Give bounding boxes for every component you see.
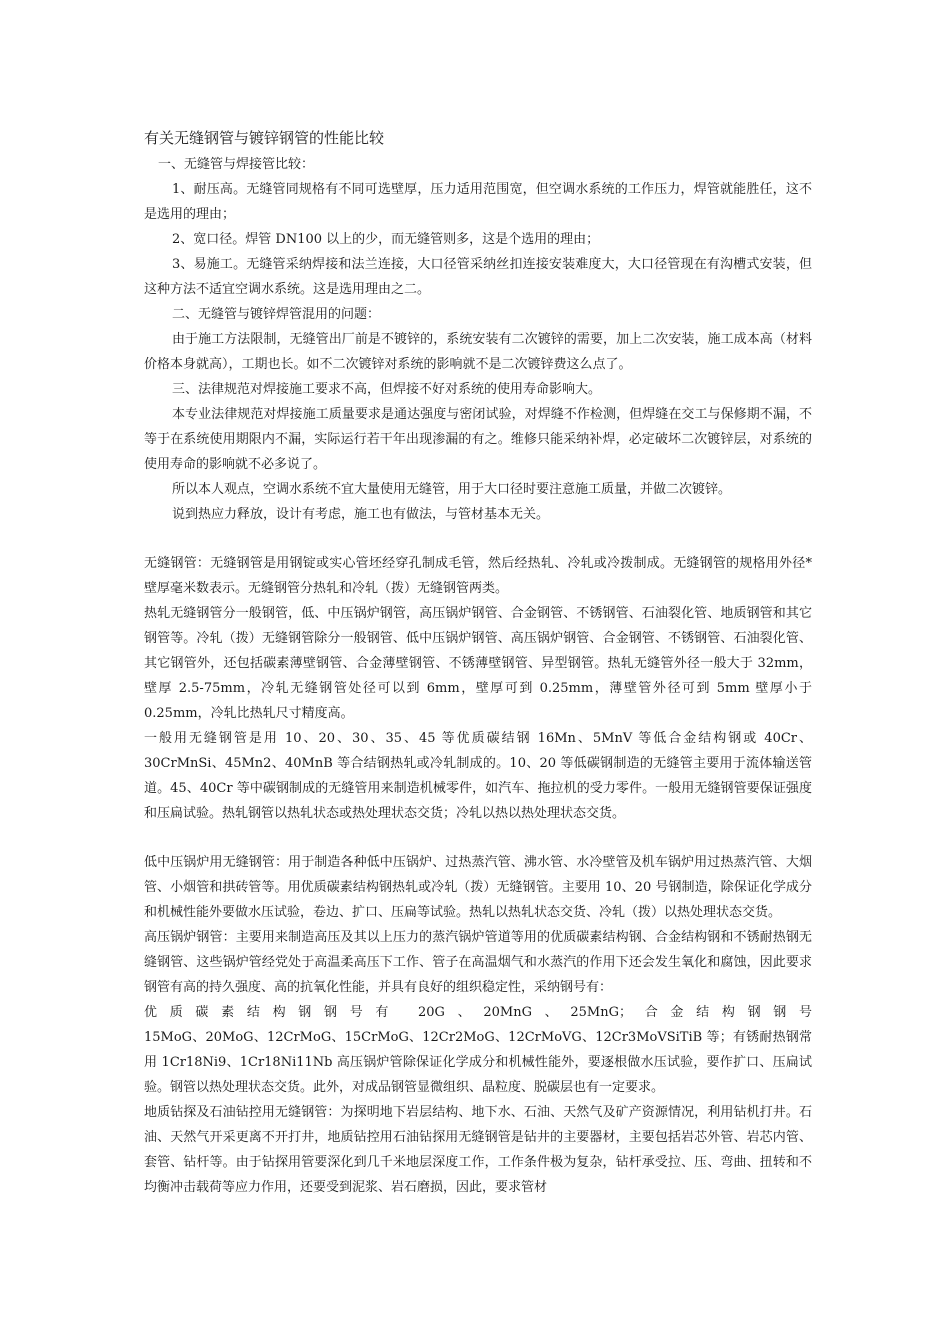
document-body — [144, 126, 812, 1200]
section3-heading: 三、法律规范对焊接施工要求不高，但焊接不好对系统的使用寿命影响大。 — [172, 382, 602, 397]
seamless-pipe-definition: 无缝钢管：无缝钢管是用钢锭或实心管坯经穿孔制成毛管，然后经热轧、冷轧或冷拨制成。无缝钢管的规格用外径*壁厚毫米数表示。无缝钢管分热轧和冷轧（拨）无缝钢管两类。 — [144, 556, 812, 596]
document-title: 有关无缝钢管与镀锌钢管的性能比较 — [144, 129, 385, 147]
low-medium-pressure-boiler-pipe: 低中压锅炉用无缝钢管：用于制造各种低中压锅炉、过热蒸汽管、沸水管、水冷壁管及机车锅炉用过热蒸汽管、大烟管、小烟管和拱砖管等。用优质碳素结构钢热轧或冷轧（拨）无缝钢管。主要用 10、20 号钢制造，除保证化学成分和机械性能外要做水压试验，卷边、扩口、压扁等试验。热轧以热轧状态交货、冷轧（拨）以热处理状态交货。 — [144, 855, 812, 920]
section3-paragraph-1: 本专业法律规范对焊接施工质量要求是通达强度与密闭试验，对焊缝不作检测，但焊缝在交工与保修期不漏，不等于在系统使用期限内不漏，实际运行若干年出现渗漏的有之。维修只能采纳补焊，必定破坏二次镀锌层，对系统的使用寿命的影响就不必多说了。 — [144, 407, 812, 472]
section2-paragraph: 由于施工方法限制，无缝管出厂前是不镀锌的，系统安装有二次镀锌的需要，加上二次安装，施工成本高（材料价格本身就高），工期也长。如不二次镀锌对系统的影响就不是二次镀锌费这么点了。 — [144, 332, 812, 372]
section1-point-3: 3、易施工。无缝管采纳焊接和法兰连接，大口径管采纳丝扣连接安装难度大，大口径管现在有沟槽式安装，但这种方法不适宜空调水系统。这是选用理由之二。 — [144, 257, 812, 297]
geological-drilling-pipe: 地质钻探及石油钻控用无缝钢管：为探明地下岩层结构、地下水、石油、天然气及矿产资源情况，利用钻机打井。石油、天然气开采更离不开打井，地质钻控用石油钻探用无缝钢管是钻井的主要器材，主要包括岩芯外管、岩芯内管、套管、钻杆等。由于钻探用管要深化到几千米地层深度工作，工作条件极为复杂，钻杆承受拉、压、弯曲、扭转和不均衡冲击载荷等应力作用，还要受到泥浆、岩石磨损，因此，要求管材 — [144, 1105, 812, 1195]
steel-grades-continued: 15MoG、20MoG、12CrMoG、15CrMoG、12Cr2MoG、12CrMoVG、12Cr3MoVSiTiB 等；有锈耐热钢常用 1Cr18Ni9、1Cr18Ni11Nb 高压锅炉管除保证化学成分和机械性能外，要逐根做水压试验，要作扩口、压扁试验。钢管以热处理状态交货。此外，对成品钢管显微组织、晶粒度、脱碳层也有一定要求。 — [144, 1030, 812, 1095]
section3-paragraph-2: 所以本人观点，空调水系统不宜大量使用无缝管，用于大口径时要注意施工质量，并做二次镀锌。 — [172, 482, 732, 497]
section3-paragraph-3: 说到热应力释放，设计有考虑，施工也有做法，与管材基本无关。 — [172, 507, 550, 522]
paragraph-gap — [144, 527, 812, 551]
high-pressure-boiler-pipe: 高压锅炉钢管：主要用来制造高压及其以上压力的蒸汽锅炉管道等用的优质碳素结构钢、合金结构钢和不锈耐热钢无缝钢管、这些锅炉管经党处于高温柔高压下工作、管子在高温烟气和水蒸汽的作用下还会发生氧化和腐蚀，因此要求钢管有高的持久强度、高的抗氧化性能，并具有良好的组织稳定性，采纳钢号有： — [144, 930, 812, 995]
section1-point-1: 1、耐压高。无缝管同规格有不同可选壁厚，压力适用范围宽，但空调水系统的工作压力，焊管就能胜任，这不是选用的理由； — [144, 182, 812, 222]
general-seamless-pipe: 一般用无缝钢管是用 10、20、30、35、45 等优质碳结钢 16Mn、5MnV 等低合金结构钢或 40Cr、30CrMnSi、45Mn2、40MnB 等合结钢热轧或冷轧制成的。10、20 等低碳钢制造的无缝管主要用于流体输送管道。45、40Cr 等中碳钢制成的无缝管用来制造机械零件，如汽车、拖拉机的受力零件。一般用无缝钢管要保证强度和压扁试验。热轧钢管以热轧状态或热处理状态交货；冷轧以热以热处理状态交货。 — [144, 731, 812, 821]
paragraph-gap — [144, 826, 812, 850]
section1-point-2: 2、宽口径。焊管 DN100 以上的少，而无缝管则多，这是个选用的理由； — [172, 232, 600, 247]
section1-heading: 一、无缝管与焊接管比较： — [158, 157, 315, 172]
steel-grades-line: 优质碳素结构钢钢号有 20G、20MnG、25MnG；合金结构钢钢号 — [144, 1005, 812, 1020]
section2-heading: 二、无缝管与镀锌焊管混用的问题： — [172, 307, 381, 322]
hot-rolled-classification: 热轧无缝钢管分一般钢管，低、中压锅炉钢管，高压锅炉钢管、合金钢管、不锈钢管、石油裂化管、地质钢管和其它钢管等。冷轧（拨）无缝钢管除分一般钢管、低中压锅炉钢管、高压锅炉钢管、合金钢管、不锈钢管、石油裂化管、其它钢管外，还包括碳素薄壁钢管、合金薄壁钢管、不锈薄壁钢管、异型钢管。热轧无缝管外径一般大于 32mm，壁厚 2.5-75mm，冷轧无缝钢管处径可以到 6mm，壁厚可到 0.25mm，薄壁管外径可到 5mm 壁厚小于 0.25mm，冷轧比热轧尺寸精度高。 — [144, 606, 812, 721]
